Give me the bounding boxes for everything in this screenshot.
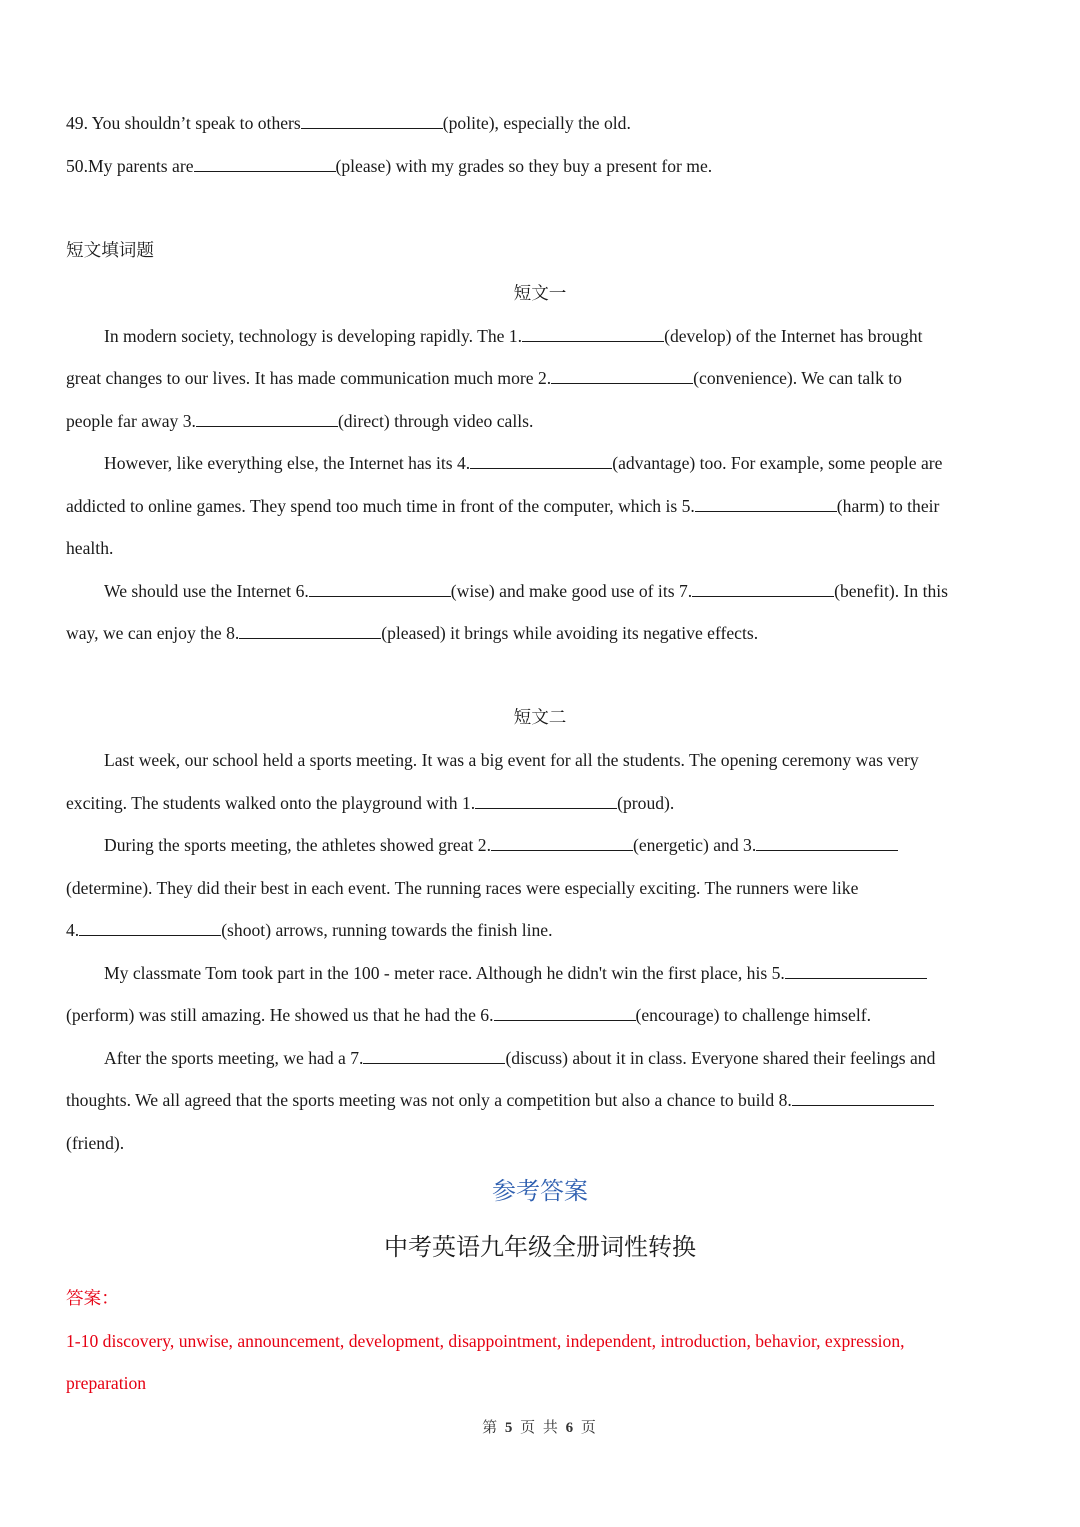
passage-2-line: After the sports meeting, we had a 7. (discuss) about it in class. Everyone shared their feelings and xyxy=(104,1048,936,1068)
question-49 xyxy=(66,111,1014,135)
answer-blank[interactable] xyxy=(756,834,898,851)
answer-blank[interactable] xyxy=(692,580,834,597)
answer-blank[interactable] xyxy=(196,410,338,427)
page-footer: 第 5 页 共 6 页 xyxy=(482,1420,598,1436)
passage-2-title: 短文二 xyxy=(513,707,567,727)
answer-blank[interactable] xyxy=(309,580,451,597)
question-49-hint: (polite), especially the old. xyxy=(442,113,631,133)
passage-1-line: great changes to our lives. It has made communication much more 2. (convenience). We can talk to xyxy=(66,368,902,388)
passage-2-line: exciting. The students walked onto the playground with 1. (proud). xyxy=(66,793,675,813)
answer-blank[interactable] xyxy=(491,834,633,851)
passage-2-line: (perform) was still amazing. He showed us that he had the 6. (encourage) to challenge himself. xyxy=(66,1005,871,1025)
answer-blank[interactable] xyxy=(194,155,336,172)
passage-2-line: Last week, our school held a sports meeting. It was a big event for all the students. The opening ceremony was very xyxy=(104,750,919,770)
answer-blank[interactable] xyxy=(301,112,443,129)
current-page-number: 5 xyxy=(504,1420,515,1436)
passage-1-line: people far away 3. (direct) through video calls. xyxy=(66,411,534,431)
answer-blank[interactable] xyxy=(695,495,837,512)
question-50-text: 50.My parents are xyxy=(66,156,194,176)
answer-line: preparation xyxy=(66,1373,147,1393)
passage-1-line: health. xyxy=(66,538,114,558)
answer-blank[interactable] xyxy=(239,622,381,639)
passage-2-line: (friend). xyxy=(66,1133,125,1153)
section-title: 短文填词题 xyxy=(66,240,154,260)
passage-2-line: My classmate Tom took part in the 100 - meter race. Although he didn't win the first place, his 5. xyxy=(66,961,1014,985)
passage-1-line: way, we can enjoy the 8. (pleased) it brings while avoiding its negative effects. xyxy=(66,623,759,643)
question-50-hint: (please) with my grades so they buy a present for me. xyxy=(335,156,713,176)
answer-blank[interactable] xyxy=(792,1089,934,1106)
passage-2-line: During the sports meeting, the athletes showed great 2. (energetic) and 3. xyxy=(66,833,1014,857)
answer-blank[interactable] xyxy=(475,792,617,809)
question-49-text: 49. You shouldn’t speak to others xyxy=(66,113,301,133)
passage-2-line: (determine). They did their best in each event. The running races were especially exciting. The runners were like xyxy=(66,878,859,898)
answer-blank[interactable] xyxy=(470,452,612,469)
answer-blank[interactable] xyxy=(785,962,927,979)
question-50 xyxy=(66,154,1014,178)
answer-blank[interactable] xyxy=(363,1047,505,1064)
answer-blank[interactable] xyxy=(79,919,221,936)
answer-blank[interactable] xyxy=(522,325,664,342)
passage-1-line: In modern society, technology is developing rapidly. The 1. (develop) of the Internet has brought xyxy=(104,326,923,346)
passage-1-line: addicted to online games. They spend too much time in front of the computer, which is 5. (harm) to their xyxy=(66,496,940,516)
answer-line: 1-10 discovery, unwise, announcement, development, disappointment, independent, introduction, behavior, expression, xyxy=(66,1331,905,1351)
passage-1-line: However, like everything else, the Internet has its 4. (advantage) too. For example, some people are xyxy=(104,453,943,473)
total-pages-number: 6 xyxy=(565,1420,576,1436)
answer-blank[interactable] xyxy=(551,367,693,384)
passage-1-line: We should use the Internet 6. (wise) and make good use of its 7. (benefit). In this xyxy=(104,581,948,601)
passage-2-line: 4. (shoot) arrows, running towards the finish line. xyxy=(66,920,553,940)
answer-label: 答案： xyxy=(66,1288,119,1308)
document-title: 中考英语九年级全册词性转换 xyxy=(384,1233,696,1261)
passage-2-line: thoughts. We all agreed that the sports meeting was not only a competition but also a chance to build 8. xyxy=(66,1088,1014,1112)
answers-heading: 参考答案 xyxy=(492,1177,588,1205)
passage-1-title: 短文一 xyxy=(513,283,567,303)
answer-blank[interactable] xyxy=(494,1004,636,1021)
